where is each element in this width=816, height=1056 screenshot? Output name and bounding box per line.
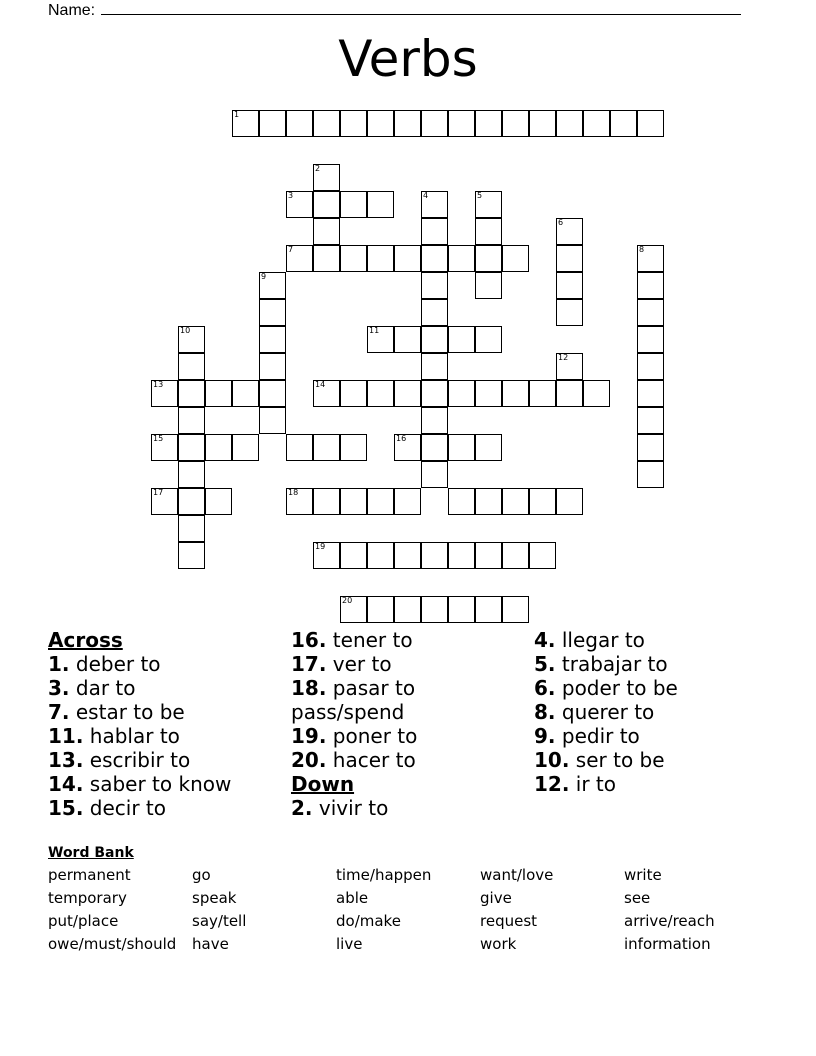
word-bank-item: want/love <box>480 866 554 884</box>
word-bank-item: write <box>624 866 662 884</box>
grid-cell[interactable] <box>421 326 448 353</box>
grid-cell[interactable] <box>421 299 448 326</box>
clue-text: ir to <box>569 772 617 796</box>
grid-cell[interactable] <box>637 272 664 299</box>
clue-number: 17. <box>291 652 327 676</box>
clue-text: poder to be <box>555 676 678 700</box>
clue-number: 5. <box>534 652 556 676</box>
grid-cell[interactable] <box>367 380 394 407</box>
grid-cell[interactable] <box>475 542 502 569</box>
grid-cell[interactable] <box>421 407 448 434</box>
grid-cell[interactable] <box>529 110 556 137</box>
grid-cell[interactable] <box>502 110 529 137</box>
grid-cell[interactable] <box>394 380 421 407</box>
grid-cell[interactable] <box>556 299 583 326</box>
grid-cell[interactable] <box>313 434 340 461</box>
grid-cell[interactable] <box>448 434 475 461</box>
grid-cell[interactable] <box>475 434 502 461</box>
clue-number: 16. <box>291 628 327 652</box>
clue-item <box>534 700 678 724</box>
grid-cell[interactable] <box>583 110 610 137</box>
grid-cell[interactable] <box>340 542 367 569</box>
grid-cell[interactable] <box>502 245 529 272</box>
grid-cell[interactable] <box>313 218 340 245</box>
clue-number: 6. <box>534 676 556 700</box>
clue-item <box>534 772 678 796</box>
grid-cell[interactable] <box>529 488 556 515</box>
clue-text: trabajar to <box>555 652 668 676</box>
grid-cell[interactable] <box>205 488 232 515</box>
across-clue-list-2 <box>291 628 531 772</box>
clue-item <box>534 724 678 748</box>
grid-cell[interactable] <box>367 488 394 515</box>
grid-cell[interactable] <box>394 326 421 353</box>
down-clue-list-1 <box>291 796 531 820</box>
grid-cell[interactable] <box>313 191 340 218</box>
grid-cell[interactable] <box>475 488 502 515</box>
clue-number: 20. <box>291 748 327 772</box>
word-bank-item: go <box>192 866 211 884</box>
across-heading: Across <box>48 628 123 652</box>
grid-cell[interactable] <box>502 542 529 569</box>
word-bank-item: request <box>480 912 538 930</box>
clue-text: vivir to <box>312 796 389 820</box>
clue-item <box>48 772 231 796</box>
clue-text: dar to <box>69 676 136 700</box>
word-bank-title: Word Bank <box>48 845 134 861</box>
cell-number: 16 <box>396 434 407 443</box>
grid-cell[interactable] <box>475 272 502 299</box>
clue-text: tener to <box>326 628 413 652</box>
cell-number: 7 <box>288 245 294 254</box>
grid-cell[interactable] <box>259 407 286 434</box>
grid-cell[interactable] <box>313 488 340 515</box>
word-bank-item: time/happen <box>336 866 432 884</box>
clue-item <box>534 748 678 772</box>
word-bank-item: work <box>480 935 517 953</box>
grid-cell[interactable] <box>448 596 475 623</box>
cell-number: 14 <box>315 380 326 389</box>
grid-cell[interactable] <box>394 110 421 137</box>
grid-cell[interactable] <box>475 110 502 137</box>
grid-cell[interactable] <box>313 245 340 272</box>
cell-number: 6 <box>558 218 564 227</box>
grid-cell[interactable] <box>637 326 664 353</box>
clue-text: hablar to <box>83 724 180 748</box>
clue-number: 3. <box>48 676 70 700</box>
down-clue-list-2 <box>534 628 678 796</box>
clue-item <box>291 628 531 652</box>
name-label: Name: <box>48 2 96 19</box>
grid-cell[interactable] <box>205 380 232 407</box>
cell-number: 17 <box>153 488 164 497</box>
grid-cell[interactable] <box>421 596 448 623</box>
grid-cell[interactable] <box>529 380 556 407</box>
grid-cell[interactable] <box>367 596 394 623</box>
word-bank-item: live <box>336 935 363 953</box>
clue-text: deber to <box>69 652 161 676</box>
clue-item <box>291 676 531 724</box>
grid-cell[interactable] <box>340 191 367 218</box>
down-heading: Down <box>291 772 355 796</box>
grid-cell[interactable] <box>232 434 259 461</box>
grid-cell[interactable] <box>313 110 340 137</box>
grid-cell[interactable] <box>556 272 583 299</box>
grid-cell[interactable] <box>178 380 205 407</box>
clues-column-2 <box>291 628 531 820</box>
clue-text: pedir to <box>555 724 640 748</box>
clue-text: llegar to <box>555 628 645 652</box>
clue-number: 10. <box>534 748 570 772</box>
clue-number: 8. <box>534 700 556 724</box>
grid-cell[interactable] <box>448 542 475 569</box>
grid-cell[interactable] <box>475 380 502 407</box>
clue-item <box>48 796 231 820</box>
cell-number: 15 <box>153 434 164 443</box>
grid-cell[interactable] <box>232 380 259 407</box>
grid-cell[interactable] <box>367 542 394 569</box>
grid-cell[interactable] <box>340 380 367 407</box>
clue-text: querer to <box>555 700 655 724</box>
grid-cell[interactable] <box>637 110 664 137</box>
clue-item <box>48 652 231 676</box>
grid-cell[interactable] <box>340 434 367 461</box>
grid-cell[interactable] <box>556 380 583 407</box>
grid-cell[interactable] <box>178 515 205 542</box>
grid-cell[interactable] <box>475 596 502 623</box>
clue-text: ser to be <box>569 748 665 772</box>
clue-text: escribir to <box>83 748 191 772</box>
grid-cell[interactable] <box>259 353 286 380</box>
word-bank-item: do/make <box>336 912 401 930</box>
clue-text: ver to <box>326 652 392 676</box>
grid-cell[interactable] <box>637 353 664 380</box>
clue-item <box>291 748 531 772</box>
grid-cell[interactable] <box>394 596 421 623</box>
grid-cell[interactable] <box>556 110 583 137</box>
clue-text: pasar to pass/spend <box>291 676 416 724</box>
grid-cell[interactable] <box>421 542 448 569</box>
clue-item <box>291 724 531 748</box>
word-bank-item: say/tell <box>192 912 247 930</box>
grid-cell[interactable] <box>637 434 664 461</box>
clue-number: 19. <box>291 724 327 748</box>
clue-item <box>534 676 678 700</box>
word-bank-item: temporary <box>48 889 127 907</box>
grid-cell[interactable] <box>178 353 205 380</box>
clue-text: hacer to <box>326 748 416 772</box>
grid-cell[interactable] <box>421 110 448 137</box>
clue-text: saber to know <box>83 772 232 796</box>
grid-cell[interactable] <box>448 326 475 353</box>
word-bank-item: information <box>624 935 711 953</box>
cell-number: 18 <box>288 488 299 497</box>
grid-cell[interactable] <box>259 110 286 137</box>
grid-cell[interactable] <box>259 299 286 326</box>
grid-cell[interactable] <box>637 461 664 488</box>
grid-cell[interactable] <box>421 353 448 380</box>
grid-cell[interactable] <box>475 218 502 245</box>
cell-number: 11 <box>369 326 380 335</box>
cell-number: 4 <box>423 191 429 200</box>
clue-number: 15. <box>48 796 84 820</box>
cell-number: 12 <box>558 353 569 362</box>
grid-cell[interactable] <box>340 488 367 515</box>
clue-item <box>48 676 231 700</box>
grid-cell[interactable] <box>421 218 448 245</box>
grid-cell[interactable] <box>637 380 664 407</box>
cell-number: 20 <box>342 596 353 605</box>
grid-cell[interactable] <box>286 434 313 461</box>
grid-cell[interactable] <box>421 245 448 272</box>
grid-cell[interactable] <box>502 488 529 515</box>
grid-cell[interactable] <box>421 461 448 488</box>
word-bank-item: see <box>624 889 651 907</box>
clue-number: 13. <box>48 748 84 772</box>
grid-cell[interactable] <box>556 245 583 272</box>
grid-cell[interactable] <box>178 542 205 569</box>
cell-number: 19 <box>315 542 326 551</box>
word-bank-item: able <box>336 889 369 907</box>
grid-cell[interactable] <box>394 245 421 272</box>
clue-item <box>291 796 531 820</box>
cell-number: 2 <box>315 164 321 173</box>
word-bank-item: put/place <box>48 912 119 930</box>
grid-cell[interactable] <box>637 299 664 326</box>
clue-item <box>291 652 531 676</box>
clue-item <box>48 724 231 748</box>
clue-number: 2. <box>291 796 313 820</box>
grid-cell[interactable] <box>502 596 529 623</box>
word-bank-item: owe/must/should <box>48 935 177 953</box>
grid-cell[interactable] <box>394 488 421 515</box>
clues-column-1 <box>48 628 231 820</box>
clue-number: 7. <box>48 700 70 724</box>
cell-number: 8 <box>639 245 645 254</box>
cell-number: 5 <box>477 191 483 200</box>
word-bank-item: speak <box>192 889 237 907</box>
grid-cell[interactable] <box>178 407 205 434</box>
word-bank-item: have <box>192 935 229 953</box>
grid-cell[interactable] <box>178 434 205 461</box>
clue-text: poner to <box>326 724 418 748</box>
clue-item <box>534 628 678 652</box>
clue-number: 9. <box>534 724 556 748</box>
grid-cell[interactable] <box>475 326 502 353</box>
grid-cell[interactable] <box>448 245 475 272</box>
grid-cell[interactable] <box>583 380 610 407</box>
across-clue-list-1 <box>48 652 231 820</box>
grid-cell[interactable] <box>340 110 367 137</box>
word-bank-item: give <box>480 889 512 907</box>
grid-cell[interactable] <box>259 326 286 353</box>
clue-number: 1. <box>48 652 70 676</box>
grid-cell[interactable] <box>529 542 556 569</box>
grid-cell[interactable] <box>178 461 205 488</box>
grid-cell[interactable] <box>367 245 394 272</box>
grid-cell[interactable] <box>502 380 529 407</box>
cell-number: 10 <box>180 326 191 335</box>
grid-cell[interactable] <box>205 434 232 461</box>
grid-cell[interactable] <box>340 245 367 272</box>
clue-number: 11. <box>48 724 84 748</box>
clue-number: 12. <box>534 772 570 796</box>
grid-cell[interactable] <box>178 488 205 515</box>
grid-cell[interactable] <box>421 380 448 407</box>
grid-cell[interactable] <box>421 434 448 461</box>
word-bank-item: permanent <box>48 866 131 884</box>
cell-number: 1 <box>234 110 240 119</box>
clue-number: 14. <box>48 772 84 796</box>
clue-text: decir to <box>83 796 167 820</box>
clue-item <box>534 652 678 676</box>
cell-number: 13 <box>153 380 164 389</box>
clues-column-3 <box>534 628 678 796</box>
grid-cell[interactable] <box>421 272 448 299</box>
grid-cell[interactable] <box>367 191 394 218</box>
grid-cell[interactable] <box>286 110 313 137</box>
cell-number: 3 <box>288 191 294 200</box>
clue-item <box>48 748 231 772</box>
grid-cell[interactable] <box>637 407 664 434</box>
grid-cell[interactable] <box>259 380 286 407</box>
grid-cell[interactable] <box>448 380 475 407</box>
cell-number: 9 <box>261 272 267 281</box>
grid-cell[interactable] <box>394 542 421 569</box>
grid-cell[interactable] <box>367 110 394 137</box>
page-title: Verbs <box>338 30 478 88</box>
grid-cell[interactable] <box>448 488 475 515</box>
grid-cell[interactable] <box>475 245 502 272</box>
clue-item <box>48 700 231 724</box>
clue-text: estar to be <box>69 700 185 724</box>
clue-number: 4. <box>534 628 556 652</box>
grid-cell[interactable] <box>448 110 475 137</box>
grid-cell[interactable] <box>556 488 583 515</box>
clue-number: 18. <box>291 676 327 700</box>
word-bank-item: arrive/reach <box>624 912 715 930</box>
grid-cell[interactable] <box>610 110 637 137</box>
